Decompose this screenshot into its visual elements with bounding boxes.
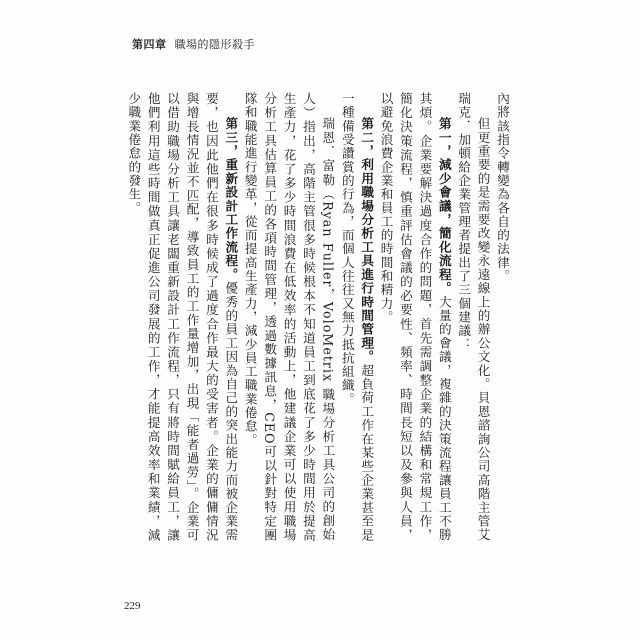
paragraph xyxy=(376,92,454,542)
paragraph-text: 優秀的員工因為自己的突出能力而被企業需要，也因此他們在很多時候成了過度合作最大的受害者。企業的傭傭情況與增長情況並不匹配，導致員工的工作量增加，出現「能者過勞」。企業可以借助職場分析工具讓老闆重新設計工作流程，只有將時間賦給員工，讓他們利用這些時間做真正促進公司發展的工作，才能提高效率和業績，減少職業倦怠的發生。 xyxy=(126,92,239,542)
paragraph-text: 但更重要的是需要改變永遠線上的辦公文化。貝恩諮詢公司高階主管艾瑞克．加頓給企業管理者提出了三個建議： xyxy=(456,92,491,542)
paragraph-heading: 第一，減少會議，簡化流程。 xyxy=(436,117,452,296)
paragraph-text: 超負荷工作在某些企業甚至是一種備受讚賞的行為，而個人往往又無力抵抗組織。 xyxy=(339,92,375,542)
paragraph-text: 瑞恩．富勒（Ryan Fuller，VoloMetrix 職場分析工具公司的創始人）指出，高階主管很多時候根本不知道員工到底花了多少時間用於提高生產力，花了多少時間浪費在低效率的活動上，他建議企業可以使用職場分析工具估算員工的各項時間管理，透過數據訊息，CEO可以針對特定團隊和職能進行變革，從而提高生產力，減少員工職業倦怠。 xyxy=(242,92,336,542)
running-header xyxy=(132,36,255,52)
paragraph xyxy=(240,92,337,542)
paragraph xyxy=(493,92,512,542)
paragraph-heading: 第二，利用職場分析工具進行時間管理。 xyxy=(359,117,375,364)
paragraph-text: 大量的會議，複雜的決策流程讓員工不勝其煩。企業要解決過度合作的問題，首先需調整企業的結構和常規工作，簡化決策流程，慎重評估會議的必要性、頻率、時間長短以及參與人員，以避免浪費企業和員工的時間和精力。 xyxy=(378,92,452,542)
chapter-title: 職場的隱形殺手 xyxy=(174,38,255,51)
paragraph-text: 內將該指令轉變為各自的法律。 xyxy=(495,92,510,284)
paragraph-heading: 第三，重新設計工作流程。 xyxy=(223,117,239,282)
page-number: 229 xyxy=(124,600,141,612)
chapter-label: 第四章 xyxy=(132,38,167,51)
paragraph xyxy=(124,92,240,542)
paragraph xyxy=(337,92,376,542)
body-text xyxy=(102,92,512,542)
paragraph xyxy=(454,92,493,542)
